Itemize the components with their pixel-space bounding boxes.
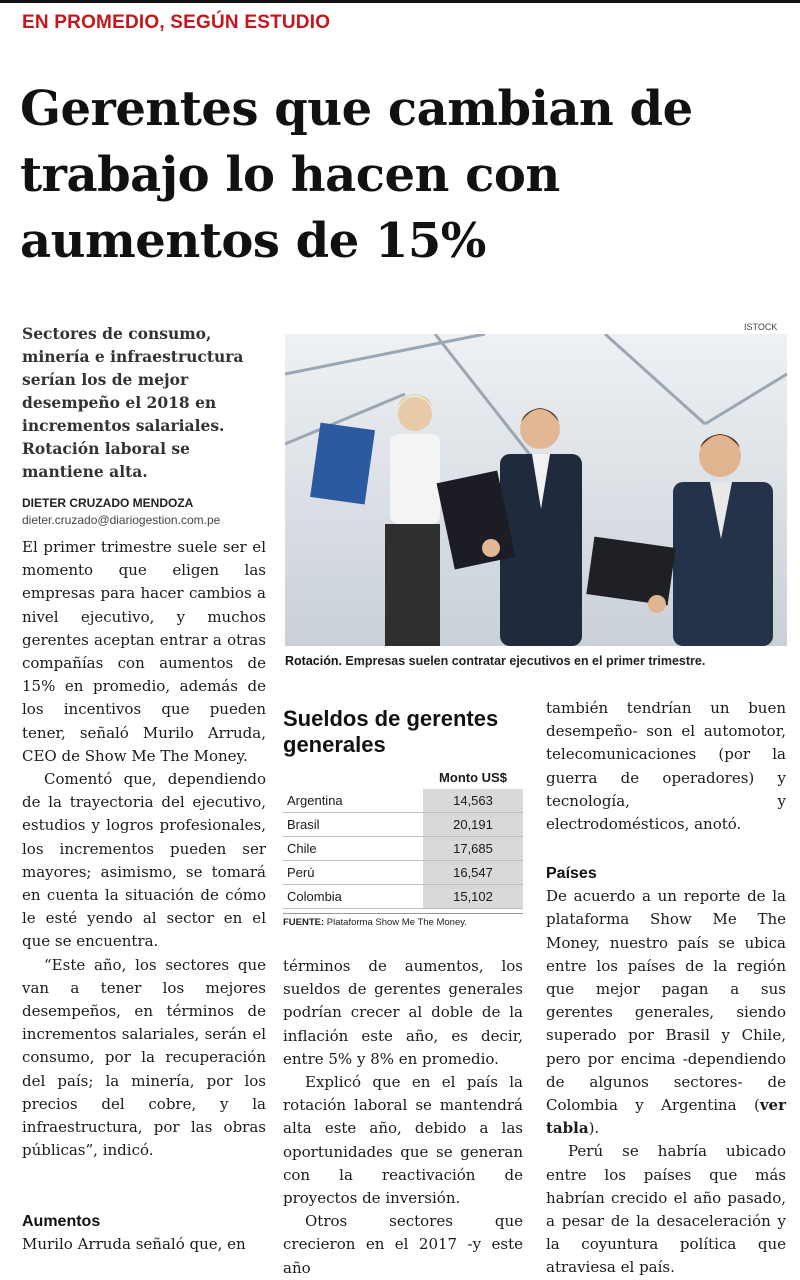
country-cell: Argentina <box>283 789 423 813</box>
table-row <box>283 885 523 909</box>
byline-email[interactable]: dieter.cruzado@diariogestion.com.pe <box>22 513 221 527</box>
table-header-empty <box>283 766 423 789</box>
country-cell: Chile <box>283 837 423 861</box>
paragraph-text: De acuerdo a un reporte de la plataforma Show Me The Money, nuestro país se ubica entre los países de la región que mejor pagan a sus gerentes generales, siendo superado por Brasil y Chile, pero por encima -dependiendo de algunos sectores- de Colombia y Argentina ( <box>546 887 786 1115</box>
photo-caption <box>285 654 790 668</box>
paragraph-text: ). <box>588 1119 600 1138</box>
paragraph: Comentó que, dependiendo de la trayectoria del ejecutivo, estudios y logros profesionales, los incrementos pueden ser mayores; asimismo, se tomará en cuenta la situación de cómo le esté yendo al sector en el que se encuentra. <box>22 770 266 951</box>
body-column-1-end <box>22 1210 266 1256</box>
body-column-1 <box>22 536 266 1162</box>
table-row <box>283 789 523 813</box>
photo-executives-illustration <box>285 334 787 646</box>
table-title: Sueldos de gerentes generales <box>283 706 499 757</box>
byline-name: DIETER CRUZADO MENDOZA <box>22 496 194 510</box>
deck: Sectores de consumo, minería e infraestructura serían los de mejor desempeño el 2018 en incrementos salariales. Rotación laboral se mantiene alta. <box>22 324 244 481</box>
country-cell: Colombia <box>283 885 423 909</box>
table-header-row <box>283 766 523 789</box>
paragraph <box>546 885 786 1140</box>
source-text: Plataforma Show Me The Money. <box>324 917 467 928</box>
headline: Gerentes que cambian de trabajo lo hacen con aumentos de 15% <box>20 81 693 269</box>
table-column-header: Monto US$ <box>439 770 507 785</box>
paragraph: también tendrían un buen desempeño- son el automotor, telecomunicaciones (por la guerra de operadores) y tecnología, y electrodomésticos, anotó. <box>546 699 786 834</box>
paragraph: Explicó que en el país la rotación laboral se mantendrá alta este año, debido a las oportunidades que se generan con la reactivación de proyectos de inversión. <box>283 1073 523 1208</box>
table-row <box>283 837 523 861</box>
amount-cell: 16,547 <box>423 861 523 885</box>
country-cell: Perú <box>283 861 423 885</box>
country-cell: Brasil <box>283 813 423 837</box>
top-rule <box>0 0 800 3</box>
photo-credit: ISTOCK <box>744 322 778 332</box>
paragraph: Perú se habría ubicado entre los países que más habrían crecido el año pasado, a pesar de la desaceleración y la coyuntura política que atraviesa el país. <box>546 1142 786 1277</box>
amount-cell: 14,563 <box>423 789 523 813</box>
subhead-aumentos: Aumentos <box>22 1213 101 1230</box>
salary-table-box <box>283 706 523 928</box>
paragraph: Murilo Arruda señaló que, en <box>22 1235 246 1254</box>
amount-cell: 17,685 <box>423 837 523 861</box>
caption-lead: Rotación. <box>285 654 342 668</box>
paragraph: Otros sectores que crecieron en el 2017 -y este año <box>283 1212 523 1277</box>
table-reference: ver tabla <box>546 1096 786 1138</box>
body-column-3 <box>546 697 786 836</box>
paragraph: El primer trimestre suele ser el momento que eligen las empresas para hacer cambios a nivel ejecutivo, y muchos gerentes aceptan entrar a otras compañías con aumentos de 15% en promedio, además de los incentivos que pueden tener, señaló Murilo Arruda, CEO de Show Me The Money. <box>22 538 266 765</box>
paragraph: términos de aumentos, los sueldos de gerentes generales podrían crecer al doble de la inflación este año, es decir, entre 5% y 8% en promedio. <box>283 957 523 1068</box>
table-row <box>283 813 523 837</box>
table-source <box>283 913 523 928</box>
paragraph: “Este año, los sectores que van a tener los mejores desempeños, en términos de incrementos salariales, serán el consumo, por la recuperación del país; la minería, por los precios del cobre, y la infraestructura, por las obras públicas”, indicó. <box>22 955 266 1160</box>
photo <box>285 334 787 646</box>
amount-cell: 20,191 <box>423 813 523 837</box>
subhead-paises: Países <box>546 865 597 882</box>
kicker: EN PROMEDIO, SEGÚN ESTUDIO <box>22 12 331 33</box>
source-label: FUENTE: <box>283 917 325 928</box>
table-row <box>283 861 523 885</box>
body-column-2 <box>283 955 523 1280</box>
caption-text: Empresas suelen contratar ejecutivos en el primer trimestre. <box>341 654 706 668</box>
amount-cell: 15,102 <box>423 885 523 909</box>
salary-table <box>283 766 523 909</box>
body-column-3-paises <box>546 862 786 1280</box>
